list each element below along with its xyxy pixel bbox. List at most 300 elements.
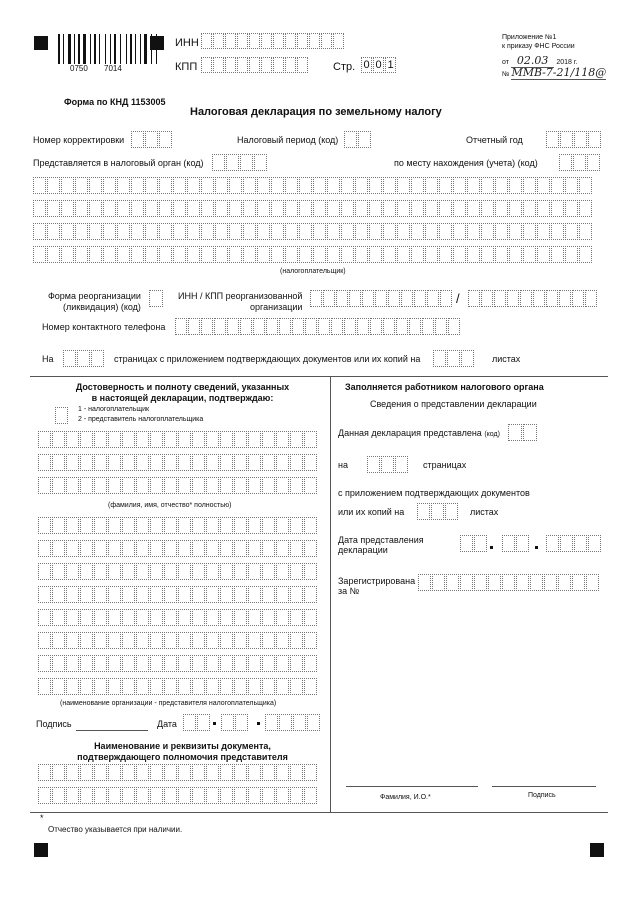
input-cell[interactable] — [397, 200, 410, 217]
input-cell[interactable] — [80, 540, 93, 557]
input-cell[interactable] — [299, 246, 312, 263]
input-cell[interactable] — [220, 563, 233, 580]
input-cell[interactable] — [136, 563, 149, 580]
input-cell[interactable] — [108, 787, 121, 804]
input-cell[interactable] — [150, 764, 163, 781]
input-cell[interactable] — [61, 223, 74, 240]
input-cell[interactable] — [481, 290, 493, 307]
input-cell[interactable] — [304, 609, 317, 626]
input-cell[interactable] — [175, 318, 187, 335]
input-cell[interactable] — [290, 586, 303, 603]
input-cell[interactable] — [33, 200, 46, 217]
input-cell[interactable] — [271, 200, 284, 217]
input-cell[interactable] — [220, 678, 233, 695]
input-cell[interactable] — [220, 477, 233, 494]
input-cell[interactable] — [164, 678, 177, 695]
input-cell[interactable] — [355, 200, 368, 217]
input-cell[interactable] — [61, 200, 74, 217]
input-cell[interactable] — [178, 517, 191, 534]
input-cell[interactable] — [192, 678, 205, 695]
input-cell[interactable] — [80, 632, 93, 649]
input-cell[interactable] — [375, 290, 387, 307]
input-cell[interactable] — [75, 177, 88, 194]
input-cell[interactable] — [321, 33, 332, 49]
input-cell[interactable] — [108, 477, 121, 494]
input-cell[interactable] — [66, 540, 79, 557]
input-cell[interactable] — [33, 246, 46, 263]
input-cell[interactable] — [66, 517, 79, 534]
input-cell[interactable] — [248, 609, 261, 626]
input-cell[interactable] — [117, 200, 130, 217]
input-cell[interactable] — [75, 200, 88, 217]
input-cell[interactable] — [234, 609, 247, 626]
input-cell[interactable] — [474, 535, 487, 552]
input-cell[interactable] — [131, 246, 144, 263]
input-cell[interactable] — [136, 454, 149, 471]
input-cell[interactable] — [586, 574, 599, 591]
input-cell[interactable] — [383, 246, 396, 263]
input-cell[interactable] — [108, 609, 121, 626]
input-cell[interactable] — [369, 200, 382, 217]
input-cell[interactable] — [178, 431, 191, 448]
input-cell[interactable] — [212, 154, 225, 171]
input-cell[interactable] — [285, 57, 296, 73]
input-cell[interactable] — [227, 318, 239, 335]
input-cell[interactable] — [94, 764, 107, 781]
input-cell[interactable] — [262, 609, 275, 626]
input-cell[interactable] — [234, 678, 247, 695]
input-cell[interactable] — [341, 200, 354, 217]
input-cell[interactable] — [206, 540, 219, 557]
input-cell[interactable] — [159, 246, 172, 263]
input-cell[interactable] — [187, 200, 200, 217]
input-cell[interactable] — [94, 586, 107, 603]
input-cell[interactable] — [136, 632, 149, 649]
input-cell[interactable] — [38, 764, 51, 781]
input-cell[interactable] — [178, 563, 191, 580]
input-cell[interactable] — [206, 454, 219, 471]
org-row[interactable] — [38, 655, 317, 672]
input-cell[interactable] — [192, 787, 205, 804]
input-cell[interactable] — [383, 223, 396, 240]
input-cell[interactable] — [358, 131, 371, 148]
input-cell[interactable] — [460, 535, 473, 552]
input-cell[interactable] — [369, 223, 382, 240]
input-cell[interactable] — [395, 456, 408, 473]
input-cell[interactable] — [150, 678, 163, 695]
input-cell[interactable] — [276, 563, 289, 580]
input-cell[interactable] — [261, 57, 272, 73]
input-cell[interactable] — [220, 655, 233, 672]
input-cell[interactable] — [108, 540, 121, 557]
correction-cells[interactable] — [131, 131, 172, 148]
input-cell[interactable] — [178, 678, 191, 695]
input-cell[interactable] — [108, 764, 121, 781]
input-cell[interactable] — [304, 632, 317, 649]
input-cell[interactable] — [192, 764, 205, 781]
input-cell[interactable] — [150, 563, 163, 580]
input-cell[interactable] — [94, 477, 107, 494]
input-cell[interactable] — [453, 177, 466, 194]
input-cell[interactable] — [94, 655, 107, 672]
input-cell[interactable] — [495, 246, 508, 263]
input-cell[interactable] — [494, 290, 506, 307]
input-cell[interactable] — [52, 787, 65, 804]
input-cell[interactable] — [435, 318, 447, 335]
input-cell[interactable] — [433, 350, 446, 367]
input-cell[interactable] — [215, 223, 228, 240]
input-cell[interactable] — [164, 454, 177, 471]
input-cell[interactable] — [159, 177, 172, 194]
input-cell[interactable] — [149, 290, 163, 307]
input-cell[interactable] — [66, 609, 79, 626]
fio-line[interactable] — [346, 786, 478, 787]
input-cell[interactable] — [285, 200, 298, 217]
input-cell[interactable] — [533, 290, 545, 307]
input-cell[interactable] — [108, 563, 121, 580]
input-cell[interactable] — [313, 223, 326, 240]
input-cell[interactable] — [94, 787, 107, 804]
input-cell[interactable] — [173, 200, 186, 217]
input-cell[interactable] — [523, 223, 536, 240]
input-cell[interactable] — [502, 574, 515, 591]
input-cell[interactable] — [38, 609, 51, 626]
input-cell[interactable] — [234, 787, 247, 804]
input-cell[interactable] — [122, 454, 135, 471]
taxpayer-row[interactable] — [33, 246, 592, 263]
input-cell[interactable] — [327, 223, 340, 240]
input-cell[interactable] — [560, 131, 573, 148]
org-row[interactable] — [38, 632, 317, 649]
input-cell[interactable] — [248, 678, 261, 695]
input-cell[interactable] — [192, 540, 205, 557]
input-cell[interactable] — [453, 200, 466, 217]
input-cell[interactable] — [164, 477, 177, 494]
input-cell[interactable] — [588, 131, 601, 148]
input-cell[interactable] — [369, 177, 382, 194]
input-cell[interactable] — [220, 454, 233, 471]
input-cell[interactable] — [66, 454, 79, 471]
input-cell[interactable] — [136, 655, 149, 672]
input-cell[interactable] — [117, 177, 130, 194]
input-cell[interactable] — [544, 574, 557, 591]
sign-date-year-cells[interactable] — [265, 714, 320, 731]
input-cell[interactable] — [411, 177, 424, 194]
input-cell[interactable] — [192, 586, 205, 603]
input-cell[interactable] — [122, 632, 135, 649]
phone-cells[interactable] — [175, 318, 460, 335]
input-cell[interactable] — [80, 678, 93, 695]
input-cell[interactable] — [481, 246, 494, 263]
sign-date-month-cells[interactable] — [221, 714, 248, 731]
input-cell[interactable] — [509, 223, 522, 240]
input-cell[interactable] — [80, 563, 93, 580]
input-cell[interactable] — [201, 223, 214, 240]
input-cell[interactable] — [187, 223, 200, 240]
input-cell[interactable] — [206, 431, 219, 448]
input-cell[interactable] — [38, 517, 51, 534]
input-cell[interactable] — [481, 177, 494, 194]
input-cell[interactable] — [248, 540, 261, 557]
input-cell[interactable] — [173, 246, 186, 263]
input-cell[interactable] — [551, 200, 564, 217]
input-cell[interactable] — [461, 350, 474, 367]
input-cell[interactable] — [367, 456, 380, 473]
input-cell[interactable] — [439, 200, 452, 217]
input-cell[interactable] — [188, 318, 200, 335]
input-cell[interactable] — [401, 290, 413, 307]
input-cell[interactable] — [248, 787, 261, 804]
input-cell[interactable] — [290, 477, 303, 494]
input-cell[interactable] — [47, 223, 60, 240]
signature-line-right[interactable] — [492, 786, 596, 787]
input-cell[interactable] — [344, 318, 356, 335]
input-cell[interactable] — [279, 318, 291, 335]
input-cell[interactable] — [304, 586, 317, 603]
input-cell[interactable] — [297, 33, 308, 49]
input-cell[interactable] — [355, 223, 368, 240]
input-cell[interactable] — [201, 200, 214, 217]
input-cell[interactable] — [559, 290, 571, 307]
input-cell[interactable] — [248, 586, 261, 603]
submitted-code-cells[interactable] — [508, 424, 537, 441]
input-cell[interactable] — [397, 177, 410, 194]
input-cell[interactable] — [187, 246, 200, 263]
input-cell[interactable] — [411, 223, 424, 240]
input-cell[interactable] — [579, 246, 592, 263]
input-cell[interactable] — [131, 200, 144, 217]
input-cell[interactable] — [164, 609, 177, 626]
input-cell[interactable] — [66, 586, 79, 603]
input-cell[interactable] — [164, 540, 177, 557]
input-cell[interactable] — [150, 454, 163, 471]
input-cell[interactable] — [117, 223, 130, 240]
input-cell[interactable] — [271, 223, 284, 240]
org-row[interactable] — [38, 517, 317, 534]
input-cell[interactable] — [439, 246, 452, 263]
input-cell[interactable] — [440, 290, 452, 307]
input-cell[interactable] — [397, 246, 410, 263]
input-cell[interactable] — [122, 540, 135, 557]
input-cell[interactable] — [467, 200, 480, 217]
input-cell[interactable] — [108, 632, 121, 649]
input-cell[interactable] — [409, 318, 421, 335]
input-cell[interactable] — [285, 246, 298, 263]
input-cell[interactable] — [136, 609, 149, 626]
input-cell[interactable] — [468, 290, 480, 307]
input-cell[interactable] — [237, 33, 248, 49]
input-cell[interactable] — [261, 33, 272, 49]
input-cell[interactable] — [417, 503, 430, 520]
input-cell[interactable] — [467, 177, 480, 194]
reorg-kpp-cells[interactable] — [468, 290, 597, 307]
input-cell[interactable] — [150, 632, 163, 649]
input-cell[interactable] — [551, 177, 564, 194]
input-cell[interactable] — [257, 200, 270, 217]
input-cell[interactable] — [80, 477, 93, 494]
input-cell[interactable] — [220, 787, 233, 804]
input-cell[interactable] — [271, 177, 284, 194]
input-cell[interactable] — [206, 477, 219, 494]
input-cell[interactable] — [520, 290, 532, 307]
input-cell[interactable] — [94, 563, 107, 580]
input-cell[interactable] — [61, 246, 74, 263]
input-cell[interactable] — [164, 632, 177, 649]
input-cell[interactable] — [253, 318, 265, 335]
input-cell[interactable] — [94, 431, 107, 448]
input-cell[interactable] — [229, 246, 242, 263]
year-cells[interactable] — [546, 131, 601, 148]
input-cell[interactable] — [565, 177, 578, 194]
input-cell[interactable] — [290, 431, 303, 448]
input-cell[interactable] — [290, 632, 303, 649]
input-cell[interactable] — [265, 714, 278, 731]
input-cell[interactable] — [290, 764, 303, 781]
input-cell[interactable] — [220, 632, 233, 649]
input-cell[interactable] — [276, 477, 289, 494]
input-cell[interactable] — [383, 177, 396, 194]
input-cell[interactable] — [145, 177, 158, 194]
input-cell[interactable] — [310, 290, 322, 307]
input-cell[interactable] — [226, 154, 239, 171]
input-cell[interactable] — [131, 131, 144, 148]
input-cell[interactable] — [103, 223, 116, 240]
input-cell[interactable] — [266, 318, 278, 335]
input-cell[interactable] — [136, 540, 149, 557]
input-cell[interactable] — [80, 454, 93, 471]
input-cell[interactable] — [262, 655, 275, 672]
input-cell[interactable] — [136, 517, 149, 534]
input-cell[interactable] — [248, 477, 261, 494]
input-cell[interactable] — [66, 563, 79, 580]
input-cell[interactable] — [331, 318, 343, 335]
input-cell[interactable] — [262, 477, 275, 494]
input-cell[interactable] — [248, 431, 261, 448]
input-cell[interactable] — [80, 586, 93, 603]
input-cell[interactable] — [145, 131, 158, 148]
input-cell[interactable] — [276, 678, 289, 695]
right-pages-cells[interactable] — [367, 456, 408, 473]
input-cell[interactable] — [397, 223, 410, 240]
input-cell[interactable] — [262, 764, 275, 781]
input-cell[interactable] — [396, 318, 408, 335]
input-cell[interactable] — [362, 290, 374, 307]
input-cell[interactable] — [225, 57, 236, 73]
input-cell[interactable] — [192, 477, 205, 494]
input-cell[interactable] — [229, 177, 242, 194]
input-cell[interactable] — [290, 655, 303, 672]
input-cell[interactable] — [164, 563, 177, 580]
input-cell[interactable] — [262, 431, 275, 448]
input-cell[interactable] — [108, 678, 121, 695]
input-cell[interactable] — [89, 246, 102, 263]
input-cell[interactable] — [150, 540, 163, 557]
input-cell[interactable] — [136, 764, 149, 781]
input-cell[interactable] — [206, 764, 219, 781]
input-cell[interactable] — [411, 246, 424, 263]
fio-row[interactable] — [38, 454, 317, 471]
input-cell[interactable] — [448, 318, 460, 335]
input-cell[interactable] — [422, 318, 434, 335]
input-cell[interactable] — [122, 787, 135, 804]
input-cell[interactable] — [560, 535, 573, 552]
input-cell[interactable] — [201, 177, 214, 194]
input-cell[interactable] — [66, 764, 79, 781]
input-cell[interactable] — [551, 223, 564, 240]
input-cell[interactable] — [234, 477, 247, 494]
input-cell[interactable] — [192, 655, 205, 672]
input-cell[interactable] — [293, 714, 306, 731]
input-cell[interactable] — [573, 154, 586, 171]
input-cell[interactable] — [94, 678, 107, 695]
input-cell[interactable] — [381, 456, 394, 473]
input-cell[interactable] — [327, 177, 340, 194]
input-cell[interactable] — [516, 535, 529, 552]
sheets-count-cells[interactable] — [433, 350, 474, 367]
input-cell[interactable] — [341, 223, 354, 240]
input-cell[interactable] — [285, 177, 298, 194]
input-cell[interactable] — [587, 154, 600, 171]
input-cell[interactable] — [178, 655, 191, 672]
input-cell[interactable] — [304, 431, 317, 448]
input-cell[interactable] — [304, 764, 317, 781]
input-cell[interactable] — [304, 517, 317, 534]
input-cell[interactable] — [447, 350, 460, 367]
input-cell[interactable] — [248, 632, 261, 649]
input-cell[interactable] — [537, 223, 550, 240]
input-cell[interactable] — [579, 177, 592, 194]
input-cell[interactable] — [559, 154, 572, 171]
input-cell[interactable] — [94, 540, 107, 557]
input-cell[interactable] — [290, 609, 303, 626]
input-cell[interactable] — [305, 318, 317, 335]
input-cell[interactable] — [159, 223, 172, 240]
input-cell[interactable] — [285, 223, 298, 240]
input-cell[interactable] — [546, 131, 559, 148]
input-cell[interactable] — [257, 223, 270, 240]
input-cell[interactable] — [136, 678, 149, 695]
input-cell[interactable] — [66, 431, 79, 448]
input-cell[interactable] — [80, 609, 93, 626]
submit-date-month-cells[interactable] — [502, 535, 529, 552]
input-cell[interactable] — [304, 655, 317, 672]
input-cell[interactable] — [159, 200, 172, 217]
input-cell[interactable] — [248, 764, 261, 781]
input-cell[interactable] — [80, 764, 93, 781]
input-cell[interactable] — [52, 632, 65, 649]
taxpayer-row[interactable] — [33, 223, 592, 240]
input-cell[interactable] — [91, 350, 104, 367]
input-cell[interactable] — [304, 540, 317, 557]
input-cell[interactable] — [248, 454, 261, 471]
input-cell[interactable] — [192, 563, 205, 580]
input-cell[interactable] — [136, 477, 149, 494]
input-cell[interactable] — [66, 655, 79, 672]
input-cell[interactable] — [418, 574, 431, 591]
input-cell[interactable] — [173, 223, 186, 240]
input-cell[interactable] — [225, 33, 236, 49]
input-cell[interactable] — [262, 517, 275, 534]
input-cell[interactable] — [94, 609, 107, 626]
input-cell[interactable] — [495, 177, 508, 194]
input-cell[interactable] — [197, 714, 210, 731]
input-cell[interactable] — [313, 246, 326, 263]
input-cell[interactable] — [276, 454, 289, 471]
input-cell[interactable] — [323, 290, 335, 307]
input-cell[interactable] — [145, 200, 158, 217]
input-cell[interactable] — [52, 764, 65, 781]
input-cell[interactable] — [52, 563, 65, 580]
